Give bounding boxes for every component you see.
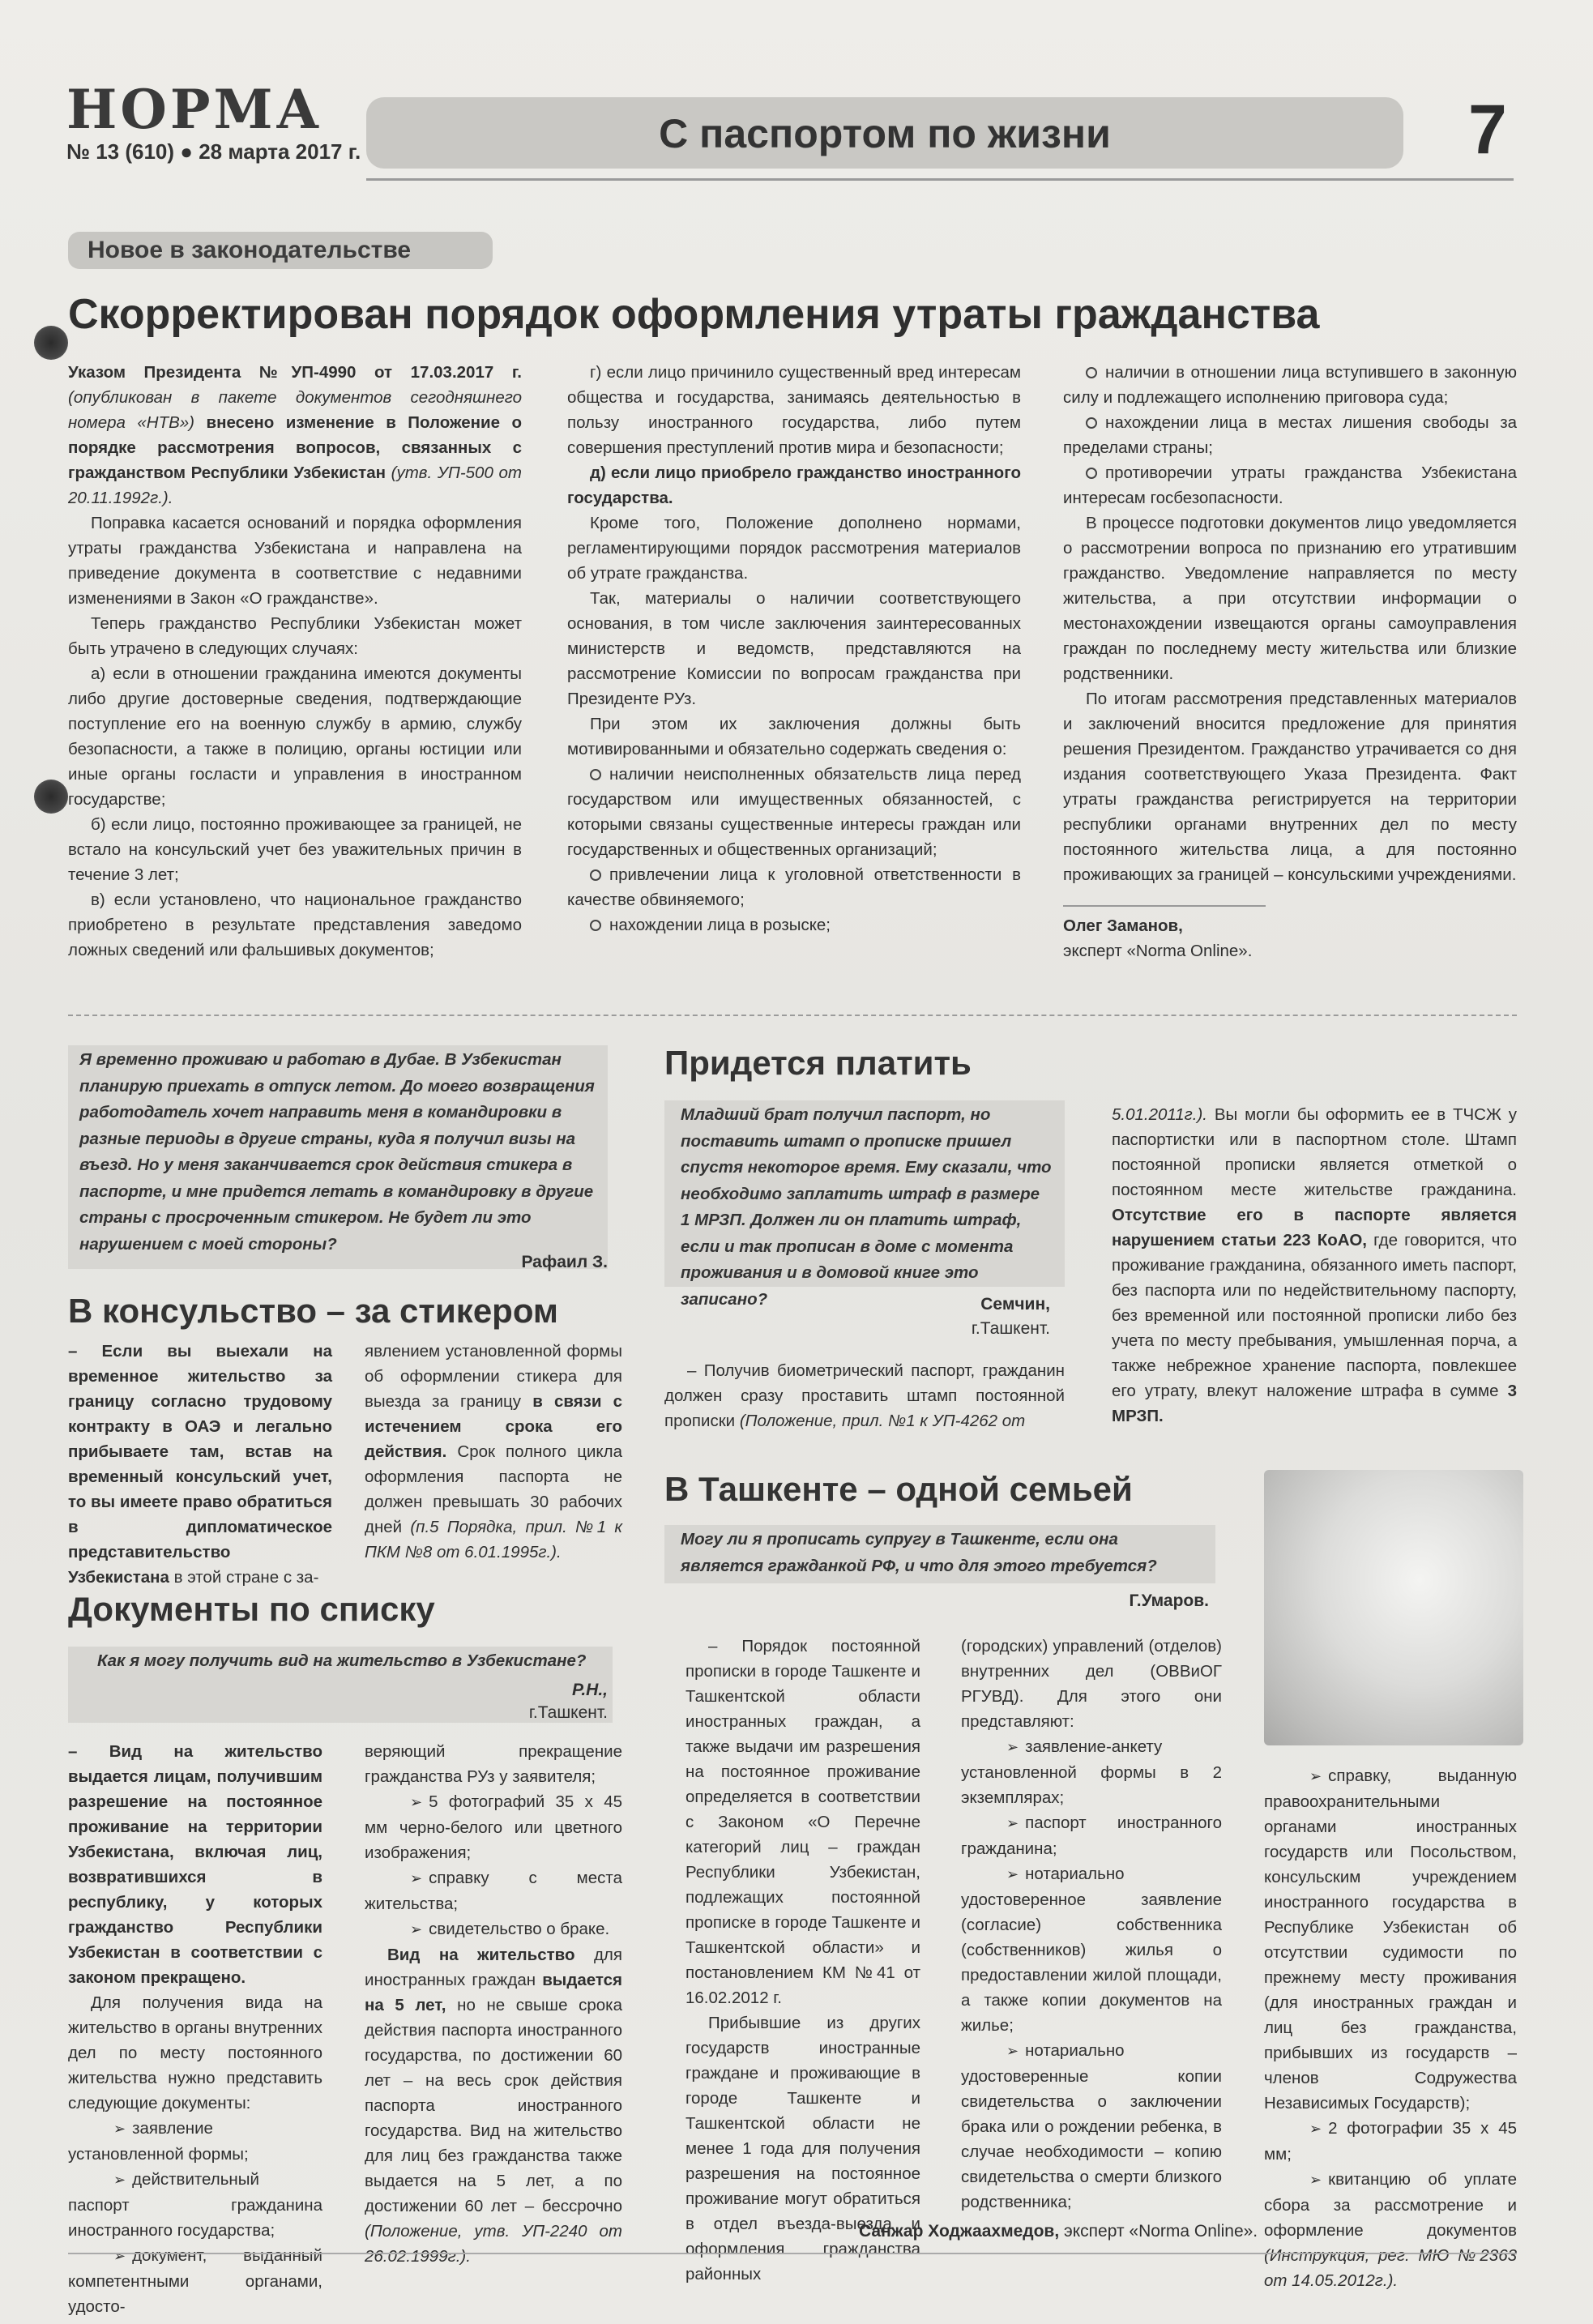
arrow-bullet-icon: ➢ (113, 2248, 126, 2264)
paragraph: По итогам рассмотрения представленных материалов и заключений вносится предложение для принятия решения Президентом. Гражданство утрачивается со дня издания соответствующего Указа Президента. Факт утраты гражданства регистрируется на территории республики органами внутренних дел по месту постоянного жительства лица, а для постоянно проживающих за границей – консульскими учреждениями. (1063, 690, 1517, 884)
arrow-bullet-icon: ➢ (1006, 1739, 1019, 1755)
circle-bullet-icon (1086, 367, 1097, 378)
main-article-col-1 (68, 360, 522, 963)
list-item: ➢ нотариально удостоверенные копии свидетельства о заключении брака или о рождении ребенка, в случае необходимости – копию свидетельства о смерти близкого родственника; (961, 2038, 1222, 2215)
main-article-col-3 (1063, 360, 1517, 963)
documents-col-a (68, 1739, 322, 2319)
pay-answer-col-a: – Получив биометрический паспорт, гражданин должен сразу проставить штамп постоянной прописки (Положение, прил. №1 к УП-4262 от (664, 1361, 1065, 1430)
paragraph: б) если лицо, постоянно проживающее за границей, не встало на консульский учет без уважительных причин в течение 3 лет; (68, 815, 522, 884)
punch-hole (34, 780, 68, 814)
tashkent-col-b (961, 1634, 1222, 2215)
change-note: внесено изменение в Положение о порядке рассмотрения вопросов, связанных с гражданством Республики Узбекистан (68, 413, 523, 482)
arrow-bullet-icon: ➢ (1006, 1866, 1019, 1882)
paragraph: Прибывшие из других государств иностранные граждане и проживающие в городе Ташкенте и Ташкентской области не менее 1 года для получения разрешения на постоянное проживание могут обратиться в отдел въезда-выезда и оформления гражданства районных (685, 2014, 920, 2283)
question-asker-city: г.Ташкент. (971, 1319, 1050, 1338)
question-text: Я временно проживаю и работаю в Дубае. В Узбекистан планирую приехать в отпуск летом. До моего возвращения работодатель хочет направить меня в командировки в разные периоды в другие страны, куда я получил визы на въезд. Но у меня заканчивается срок действия стикера в паспорте, и мне придется летать в командировку в другие страны с просроченным стикером. Не будет ли это нарушением с моей стороны? (79, 1050, 595, 1254)
circle-bullet-icon (590, 920, 601, 931)
arrow-bullet-icon: ➢ (410, 1921, 423, 1937)
question-text: Младший брат получил паспорт, но поставить штамп о прописке пришел спустя некоторое время. Ему сказали, что необходимо заплатить штраф в размере 1 МРЗП. Должен ли он платить штраф, если и так прописан в доме с момента проживания и в домовой книге это записано? (681, 1105, 1052, 1309)
list-item: ➢ справку, выданную правоохранительными органами иностранных государств или Посольством, консульским учреждением иностранного государства в Республике Узбекистан об отсутствии судимости по прежнему месту проживания (для иностранных граждан и лиц без гражданства, прибывших из государств – членов Содружества Независимых Государств); (1264, 1763, 1517, 2116)
arrow-bullet-icon: ➢ (1309, 2121, 1322, 2137)
list-item: ➢ нотариально удостоверенное заявление (согласие) собственника (собственников) жилья о предоставлении жилой площади, а также копии документов на жилье; (961, 1861, 1222, 2038)
author-rule (1063, 905, 1266, 907)
tashkent-col-a (685, 1634, 920, 2287)
question-text: Как я могу получить вид на жительство в Узбекистане? (97, 1651, 587, 1670)
list-item: нахождении лица в местах лишения свободы за пределами страны; (1063, 413, 1517, 457)
question-text: Могу ли я прописать супругу в Ташкенте, если она является гражданкой РФ, и что для этого требуется? (681, 1530, 1157, 1575)
pay-heading: Придется платить (664, 1044, 972, 1082)
consulate-heading: В консульство – за стикером (68, 1292, 559, 1330)
page-number: 7 (1468, 91, 1507, 169)
paragraph: При этом их заключения должны быть мотивированными и обязательно содержать сведения о: (567, 715, 1021, 758)
masthead-rule (366, 178, 1514, 181)
tashkent-heading: В Ташкенте – одной семьей (664, 1470, 1133, 1508)
circle-bullet-icon (1086, 417, 1097, 429)
consulate-col-a: – Если вы выехали на временное жительство за границу согласно трудовому контракту в ОАЭ и легально прибываете там, встав на временный консульский учет, то вы имеете право обратиться в дипломатическое представительство Узбекистана в этой стране с за- (68, 1342, 332, 1587)
paragraph: (городских) управлений (отделов) внутренних дел (ОВВиОГ РГУВД). Для этого они представляют: (961, 1637, 1222, 1731)
paragraph: – Вид на жительство выдается лицам, получившим разрешение на постоянное проживание на территории Узбекистана, включая лиц, возвратившихся в республику, у которых гражданство Республики Узбекистан в соответствии с законом прекращено. (68, 1742, 322, 1987)
paragraph: а) если в отношении гражданина имеются документы либо другие достоверные сведения, подтверждающие поступление его на военную службу в армию, службу безопасности, а также в полицию, органы юстиции или иные органы госласти и управления в иностранном государстве; (68, 664, 522, 809)
arrow-bullet-icon: ➢ (410, 1870, 423, 1886)
main-headline: Скорректирован порядок оформления утраты гражданства (68, 291, 1320, 338)
list-item: противоречии утраты гражданства Узбекистана интересам госбезопасности. (1063, 464, 1517, 507)
tashkent-col-c (1264, 1763, 1517, 2293)
question-asker-city: г.Ташкент. (528, 1703, 608, 1722)
documents-heading: Документы по списку (68, 1590, 435, 1628)
section-divider (68, 1015, 1517, 1016)
list-item: ➢ 5 фотографий 35 х 45 мм черно-белого или цветного изображения; (365, 1789, 622, 1865)
newspaper-logo: НОРМА (66, 78, 323, 141)
pay-answer-col-b: 5.01.2011г.). Вы могли бы оформить ее в ТЧСЖ у паспортистки или в паспортном столе. Штамп постоянной прописки является отметкой о постоянном месте жительстве гражданина. Отсутствие его в паспорте является нарушением статьи 223 КоАО, где говорится, что проживание гражданина, обязанного иметь паспорт, без паспорта или по недействительному паспорту, без временной или постоянной прописки либо без учета по месту пребывания, умышленная порча, а также небрежное хранение паспорта, повлекшее его утрату, влекут наложение штрафа в сумме 3 МРЗП. (1112, 1105, 1518, 1425)
question-asker: Г.Умаров. (1129, 1591, 1209, 1610)
bottom-rule (68, 2253, 1517, 2254)
author-name: Олег Заманов, (1063, 916, 1183, 935)
issue-info: № 13 (610) ● 28 марта 2017 г. (66, 139, 361, 164)
question-asker: Рафаил З. (521, 1253, 608, 1271)
arrow-bullet-icon: ➢ (410, 1794, 423, 1810)
question-asker: Р.Н., (571, 1681, 608, 1699)
paragraph: Поправка касается оснований и порядка оформления утраты гражданства Узбекистана и направлена на приведение документа в соответствие с недавними изменениями в Закон «О гражданстве». (68, 514, 522, 608)
author-role: эксперт «Norma Online». (1063, 942, 1253, 960)
arrow-bullet-icon: ➢ (1309, 2172, 1322, 2188)
bottom-author: Санжар Ходжаахмедов, эксперт «Norma Online». (859, 2222, 1258, 2241)
documents-col-b: веряющий прекращение гражданства РУз у заявителя; ➢ 5 фотографий 35 х 45 мм черно-белого или цветного изображения; ➢ справку с места жительства; ➢ свидетельство о браке. Вид на жительство для иностранных граждан выдается на 5 лет, но не свыше срока действия паспорта иностранного государства, по достижении 60 лет – на весь срок действия паспорта иностранного государства. Вид на жительство для лиц без гражданства также выдается на 5 лет, а по достижении 60 лет – бессрочно (Положение, утв. УП-2240 от 26.02.1999г.). (365, 1739, 622, 2269)
consulate-col-b: явлением установленной формы об оформлении стикера для выезда за границу в связи с истечением срока его действия. Срок полного цикла оформления паспорта не должен превышать 30 рабочих дней (п.5 Порядка, прил. №1 к ПКМ №8 от 6.01.1995г.). (365, 1342, 623, 1561)
paragraph: г) если лицо причинило существенный вред интересам общества и государства, занимаясь деятельностью в пользу иностранного государства, либо путем совершения преступлений против мира и безопасности; (567, 363, 1021, 457)
list-item: ➢ 2 фотографии 35 х 45 мм; (1264, 2116, 1517, 2167)
list-item: ➢ справку с места жительства; (365, 1865, 622, 1916)
section-title: С паспортом по жизни (659, 111, 1111, 156)
punch-hole (34, 326, 68, 360)
consulate-question-box (68, 1045, 608, 1269)
list-item: ➢ паспорт иностранного гражданина; (961, 1810, 1222, 1861)
tashkent-question-box (664, 1525, 1215, 1583)
paragraph: д) если лицо приобрело гражданство иностранного государства. (567, 464, 1021, 507)
list-item: ➢ свидетельство о браке. (365, 1916, 622, 1942)
arrow-bullet-icon: ➢ (1309, 1768, 1322, 1784)
regulation-ref: (утв. УП-500 от 20.11.1992г.). (68, 464, 522, 507)
publication-note: (опубликован в пакете документов сегодняшнего номера «НТВ») (68, 388, 522, 432)
list-item: нахождении лица в розыске; (567, 912, 1021, 938)
paragraph: – Порядок постоянной прописки в городе Ташкенте и Ташкентской области иностранных граждан, а также выдачи им разрешения на постоянное проживание определяется в соответствии с Законом «О Перечне категорий лиц – граждан Республики Узбекистан, подлежащих постоянной прописке в городе Ташкенте и Ташкентской области» и постановлением КМ №41 от 16.02.2012 г. (685, 1637, 920, 2007)
paragraph: Так, материалы о наличии соответствующего основания, в том числе заключения заинтересованных министерств и ведомств, представляются на рассмотрение Комиссии по вопросам гражданства при Президенте РУз. (567, 589, 1021, 708)
paragraph: в) если установлено, что национальное гражданство приобретено в результате представления заведомо ложных сведений или фальшивых документов; (68, 891, 522, 959)
paragraph: веряющий прекращение гражданства РУз у заявителя; (365, 1742, 622, 1786)
rubric: Новое в законодательстве (88, 237, 412, 263)
list-item: ➢ действительный паспорт гражданина иностранного государства; (68, 2167, 322, 2243)
list-item: привлечении лица к уголовной ответственности в качестве обвиняемого; (567, 865, 1021, 909)
arrow-bullet-icon: ➢ (1006, 2043, 1019, 2059)
list-item: ➢ заявление-анкету установленной формы в 2 экземплярах; (961, 1734, 1222, 1810)
paragraph: Для получения вида на жительство в органы внутренних дел по месту постоянного жительства нужно представить следующие документы: (68, 1993, 322, 2113)
arrow-bullet-icon: ➢ (113, 2121, 126, 2137)
paragraph: Теперь гражданство Республики Узбекистан может быть утрачено в следующих случаях: (68, 614, 522, 658)
list-item: ➢ квитанцию об уплате сбора за рассмотрение и оформление документов (Инструкция, рег. МЮ №2363 от 14.05.2012г.). (1264, 2167, 1517, 2293)
circle-bullet-icon (590, 769, 601, 780)
arrow-bullet-icon: ➢ (1006, 1815, 1019, 1831)
arrow-bullet-icon: ➢ (113, 2172, 126, 2188)
list-item: ➢ документ, выданный компетентными органами, удосто- (68, 2243, 322, 2319)
paragraph: В процессе подготовки документов лицо уведомляется о рассмотрении вопроса по признанию его утратившим гражданство. Уведомление направляется по месту жительства, а при отсутствии информации о местонахождении извещаются органы самоуправления граждан по последнему месту жительства или близкие родственники. (1063, 514, 1517, 683)
photo-passport (1264, 1470, 1523, 1745)
circle-bullet-icon (590, 869, 601, 881)
list-item: ➢ заявление установленной формы; (68, 2116, 322, 2167)
list-item: наличии в отношении лица вступившего в законную силу и подлежащего исполнению приговора суда; (1063, 363, 1517, 407)
main-article-col-2 (567, 360, 1021, 938)
decree-ref: Указом Президента №УП-4990 от 17.03.2017 г. (68, 363, 522, 382)
circle-bullet-icon (1086, 468, 1097, 479)
paragraph: Кроме того, Положение дополнено нормами, регламентирующими порядок рассмотрения материалов об утрате гражданства. (567, 514, 1021, 583)
list-item: наличии неисполненных обязательств лица перед государством или имущественных обязанностей, с которыми связаны существенные интересы граждан или государственных и общественных организаций; (567, 765, 1021, 859)
question-asker: Семчин, (980, 1295, 1050, 1314)
